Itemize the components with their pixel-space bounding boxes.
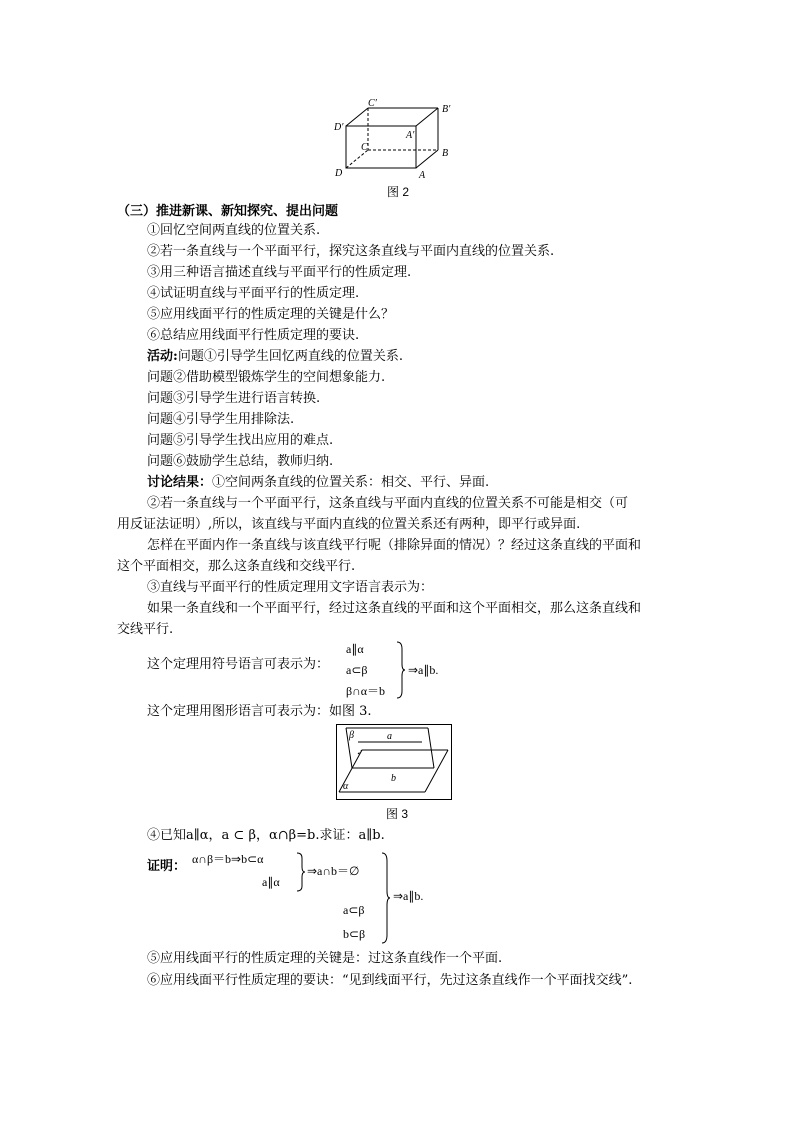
label-a-prime: A′ (406, 130, 415, 141)
theorem-text-1: 如果一条直线和一个平面平行，经过这条直线的平面和这个平面相交，那么这条直线和 (147, 601, 642, 616)
symbolic-condition-2: a⊂β (346, 663, 368, 677)
activity-item-6: 问题⑥鼓励学生总结，教师归纳. (147, 454, 334, 469)
figure-3-caption: 图 3 (386, 807, 409, 821)
label-line-a: a (387, 731, 392, 742)
activity-item-2: 问题②借助模型锻炼学生的空间想象能力. (147, 370, 386, 385)
label-line-b: b (391, 773, 396, 784)
proof-step-5: b⊂β (343, 927, 366, 941)
label-beta: β (349, 730, 354, 741)
discussion-r2-line2: 用反证法证明）,所以，该直线与平面内直线的位置关系还有两种，即平行或异面. (117, 517, 581, 532)
discussion-result-1: 讨论结果：①空间两条直线的位置关系：相交、平行、异面. (147, 475, 490, 490)
discussion-r2-line3: 怎样在平面内作一条直线与该直线平行呢（排除异面的情况）？经过这条直线的平面和 (147, 538, 642, 553)
figure-2-caption: 图 2 (387, 185, 410, 199)
section-heading: （三）推进新课、新知探究、提出问题 (117, 204, 339, 219)
label-b: B (442, 148, 449, 159)
label-c: C (361, 142, 368, 153)
proof-step-6: ⇒a∥b. (393, 889, 424, 903)
question-2: ②若一条直线与一个平面平行，探究这条直线与平面内直线的位置关系. (147, 244, 555, 259)
symbolic-condition-1: a∥α (346, 642, 364, 656)
question-5: ⑤应用线面平行的性质定理的关键是什么？ (147, 307, 395, 322)
proof-brace-outer (381, 852, 391, 944)
discussion-label: 讨论结果： (147, 475, 213, 490)
discussion-result-6: ⑥应用线面平行性质定理的要诀：“见到线面平行，先过这条直线作一个平面找交线”. (147, 973, 633, 988)
activity-line (147, 348, 403, 366)
theorem-text-2: 交线平行. (117, 622, 174, 637)
symbolic-intro: 这个定理用符号语言可表示为： (147, 657, 330, 672)
proof-step-2: a∥α (262, 875, 280, 889)
symbolic-brace (396, 641, 406, 699)
activity-item-4: 问题④引导学生用排除法. (147, 412, 295, 427)
label-d-prime: D′ (334, 122, 344, 133)
activity-label: 活动: (147, 349, 178, 364)
label-d: D (335, 168, 343, 179)
proof-brace-inner (296, 852, 306, 892)
label-a: A (419, 170, 426, 181)
question-1: ①回忆空间两直线的位置关系. (147, 223, 321, 238)
proof-step-1: α∩β＝b⇒b⊂α (192, 852, 264, 866)
proof-step-3: ⇒a∩b＝∅ (307, 864, 360, 878)
activity-item-3: 问题③引导学生进行语言转换. (147, 391, 321, 406)
question-3: ③用三种语言描述直线与平面平行的性质定理. (147, 265, 412, 280)
label-b-prime: B′ (442, 104, 451, 115)
label-c-prime: C′ (368, 98, 377, 109)
discussion-r3: ③直线与平面平行的性质定理用文字语言表示为： (147, 580, 434, 595)
discussion-r2-line4: 这个平面相交，那么这条直线和交线平行. (117, 559, 356, 574)
figure-2-box (330, 96, 470, 184)
symbolic-result: ⇒a∥b. (408, 663, 439, 677)
proof-step-4: a⊂β (343, 903, 365, 917)
question-6: ⑥总结应用线面平行性质定理的要诀. (147, 328, 360, 343)
activity-first: 问题①引导学生回忆两直线的位置关系. (177, 349, 403, 364)
graphic-intro: 这个定理用图形语言可表示为：如图 3. (147, 704, 372, 719)
discussion-r2-line1: ②若一条直线与一个平面平行，这条直线与平面内直线的位置关系不可能是相交（可 (147, 496, 629, 511)
proof-label: 证明： (147, 859, 187, 874)
question-4: ④试证明直线与平面平行的性质定理. (147, 286, 360, 301)
label-alpha: α (343, 781, 349, 792)
symbolic-condition-3: β∩α＝b (346, 684, 386, 698)
figure-3-planes (336, 724, 452, 800)
proof-statement: ④已知a∥α，a ⊂ β，α∩β=b.求证：a∥b. (147, 828, 385, 843)
discussion-result-5: ⑤应用线面平行的性质定理的关键是：过这条直线作一个平面. (147, 951, 503, 966)
activity-item-5: 问题⑤引导学生找出应用的难点. (147, 433, 334, 448)
